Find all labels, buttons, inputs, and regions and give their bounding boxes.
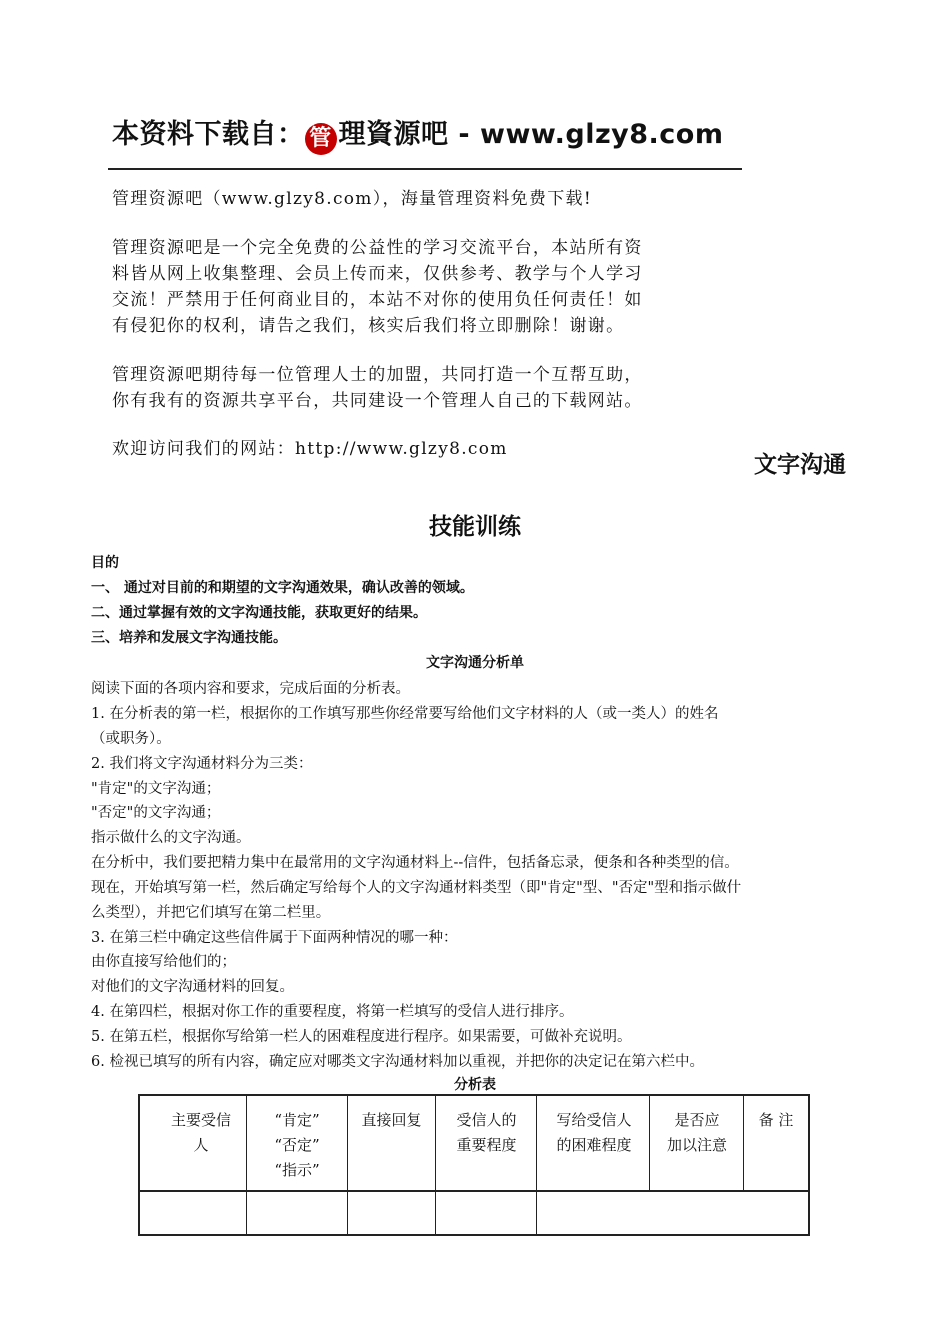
table-col-divider bbox=[536, 1096, 537, 1234]
purpose-item-1: 一、 通过对目前的和期望的文字沟通效果，确认改善的领域。 bbox=[91, 580, 474, 596]
banner-para1-l2: 料皆从网上收集整理、会员上传而来，仅供参考、教学与个人学习 bbox=[112, 264, 643, 284]
body-line: 阅读下面的各项内容和要求，完成后面的分析表。 bbox=[91, 681, 410, 697]
table-row-divider bbox=[140, 1190, 808, 1192]
body-line: 么类型），并把它们填写在第二栏里。 bbox=[91, 905, 331, 921]
banner-para1-l3: 交流！严禁用于任何商业目的，本站不对你的使用负任何责任！如 bbox=[112, 290, 643, 310]
banner-line1: 管理资源吧（www.glzy8.com），海量管理资料免费下载! bbox=[112, 189, 592, 209]
body-line: 由你直接写给他们的； bbox=[91, 954, 236, 970]
table-header-cell: 备 注 bbox=[758, 1111, 794, 1129]
table-col-divider bbox=[435, 1096, 436, 1234]
banner-para1-l4: 有侵犯你的权利，请告之我们，核实后我们将立即删除！谢谢。 bbox=[112, 316, 625, 336]
banner-para2-l1: 管理资源吧期待每一位管理人士的加盟，共同打造一个互帮互助， bbox=[112, 365, 643, 385]
banner-title-prefix: 本资料下载自： bbox=[112, 119, 305, 150]
purpose-label: 目的 bbox=[91, 555, 119, 571]
table-header-cell: “肯定” “否定” “指示” bbox=[274, 1111, 320, 1179]
body-line: 现在，开始填写第一栏，然后确定写给每个人的文字沟通材料类型（即"肯定"型、"否定"型和指示做什 bbox=[91, 880, 742, 896]
body-line: 4. 在第四栏，根据对你工作的重要程度，将第一栏填写的受信人进行排序。 bbox=[91, 1004, 574, 1020]
banner-visit-link[interactable]: 欢迎访问我们的网站：http://www.glzy8.com bbox=[112, 439, 508, 459]
table-header-cell: 受信人的 重要程度 bbox=[456, 1111, 517, 1154]
logo-icon: 管 bbox=[305, 123, 337, 155]
body-line: 3. 在第三栏中确定这些信件属于下面两种情况的哪一种： bbox=[91, 930, 458, 946]
body-line: （或职务）。 bbox=[91, 731, 171, 747]
body-line: 在分析中，我们要把精力集中在最常用的文字沟通材料上--信件，包括备忘录，便条和各种类型的信。 bbox=[91, 855, 739, 871]
page-title: 技能训练 bbox=[429, 514, 521, 540]
body-line: 2. 我们将文字沟通材料分为三类： bbox=[91, 756, 313, 772]
purpose-item-2: 二、通过掌握有效的文字沟通技能，获取更好的结果。 bbox=[91, 605, 427, 621]
body-line: 1. 在分析表的第一栏，根据你的工作填写那些你经常要写给他们文字材料的人（或一类人）的姓名 bbox=[91, 706, 719, 722]
banner-title bbox=[112, 112, 724, 155]
purpose-item-3: 三、培养和发展文字沟通技能。 bbox=[91, 630, 287, 646]
table-header-cell: 是否应 加以注意 bbox=[666, 1111, 727, 1154]
banner-divider bbox=[108, 168, 742, 170]
table-title: 分析表 bbox=[454, 1077, 496, 1093]
analysis-table bbox=[138, 1094, 810, 1236]
banner-para1-l1: 管理资源吧是一个完全免费的公益性的学习交流平台，本站所有资 bbox=[112, 238, 643, 258]
body-line: 6. 检视已填写的所有内容，确定应对哪类文字沟通材料加以重视，并把你的决定记在第六栏中。 bbox=[91, 1054, 704, 1070]
table-header-cell: 写给受信人 的困难程度 bbox=[556, 1111, 632, 1154]
banner-para2-l2: 你有我有的资源共享平台，共同建设一个管理人自己的下载网站。 bbox=[112, 391, 643, 411]
body-line: 5. 在第五栏，根据你写给第一栏人的困难程度进行程序。如果需要，可做补充说明。 bbox=[91, 1029, 632, 1045]
body-line: "肯定"的文字沟通； bbox=[91, 781, 221, 797]
body-line: 指示做什么的文字沟通。 bbox=[91, 830, 251, 846]
heading-right: 文字沟通 bbox=[754, 452, 846, 478]
analysis-title: 文字沟通分析单 bbox=[426, 655, 524, 671]
table-header-cell: 主要受信 人 bbox=[170, 1111, 231, 1154]
table-header-cell: 直接回复 bbox=[361, 1111, 422, 1129]
banner-title-rest: 理資源吧 - www.glzy8.com bbox=[338, 119, 724, 150]
body-line: 对他们的文字沟通材料的回复。 bbox=[91, 979, 294, 995]
body-line: "否定"的文字沟通； bbox=[91, 805, 221, 821]
